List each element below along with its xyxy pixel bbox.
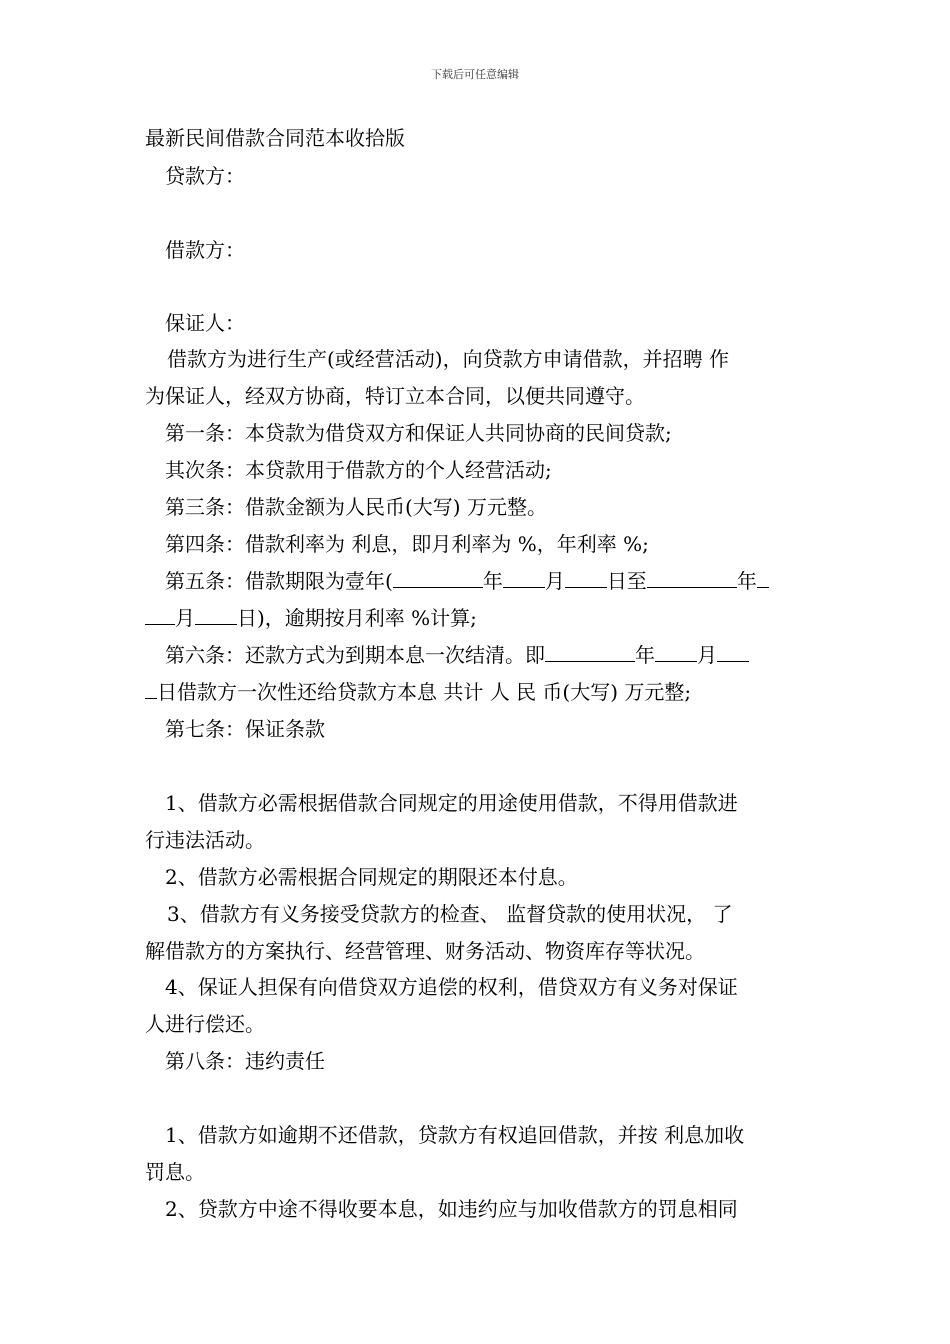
blank-line xyxy=(503,586,545,588)
article-2: 其次条：本贷款用于借款方的个人经营活动; xyxy=(165,458,552,482)
page-header-note: 下载后可任意编辑 xyxy=(431,68,519,81)
blank-line xyxy=(195,623,237,625)
blank-line xyxy=(145,697,157,699)
blank-line xyxy=(565,586,607,588)
guarantee-1-line-1: 1、借款方必需根据借款合同规定的用途使用借款，不得用借款进 xyxy=(165,791,738,815)
guarantee-2: 2、借款方必需根据合同规定的期限还本付息。 xyxy=(165,865,578,889)
borrower-label: 借款方： xyxy=(165,238,245,262)
lender-label: 贷款方： xyxy=(165,164,245,188)
guarantee-3-line-1: 3、借款方有义务接受贷款方的检查、 监督贷款的使用状况， 了 xyxy=(167,902,733,926)
article-5-text-a: 第五条：借款期限为壹年( xyxy=(165,569,393,593)
article-5-day-1: 日至 xyxy=(606,569,647,593)
article-7: 第七条：保证条款 xyxy=(165,717,325,741)
article-5-text-b: 日)，逾期按月利率 %计算; xyxy=(237,606,477,630)
blank-line xyxy=(655,660,697,662)
intro-line-1: 借款方为进行生产(或经营活动)，向贷款方申请借款，并招聘 作 xyxy=(167,347,729,371)
blank-line xyxy=(545,660,635,662)
article-5-month-1: 月 xyxy=(544,569,565,593)
article-5-year-2: 年 xyxy=(736,569,757,593)
guarantor-label: 保证人： xyxy=(165,311,245,335)
article-5-line-2 xyxy=(145,602,477,631)
blank-line xyxy=(647,586,737,588)
blank-line xyxy=(717,660,749,662)
breach-1-line-2: 罚息。 xyxy=(145,1160,205,1184)
article-5-month-2: 月 xyxy=(175,606,195,630)
article-6-line-2 xyxy=(145,676,691,705)
article-5-line-1 xyxy=(165,565,769,594)
article-3: 第三条：借款金额为人民币(大写) 万元整。 xyxy=(165,495,547,519)
article-5-year-1: 年 xyxy=(482,569,503,593)
article-1: 第一条：本贷款为借贷双方和保证人共同协商的民间贷款; xyxy=(165,421,672,445)
guarantee-4-line-2: 人进行偿还。 xyxy=(145,1012,265,1036)
blank-line xyxy=(145,623,175,625)
guarantee-4-line-1: 4、保证人担保有向借贷双方追偿的权利，借贷双方有义务对保证 xyxy=(165,975,738,999)
article-6-line-1 xyxy=(165,639,749,668)
blank-line xyxy=(757,586,769,588)
guarantee-3-line-2: 解借款方的方案执行、经营管理、财务活动、物资库存等状况。 xyxy=(145,939,705,963)
blank-line xyxy=(393,586,483,588)
guarantee-1-line-2: 行违法活动。 xyxy=(145,828,265,852)
article-6-month: 月 xyxy=(697,643,717,667)
article-8: 第八条：违约责任 xyxy=(165,1049,325,1073)
breach-1-line-1: 1、借款方如逾期不还借款，贷款方有权追回借款，并按 利息加收 xyxy=(165,1123,745,1147)
article-4: 第四条：借款利率为 利息，即月利率为 %，年利率 %; xyxy=(165,532,649,556)
article-6-text-b: 日借款方一次性还给贷款方本息 共计 人 民 币(大写) 万元整; xyxy=(157,680,692,704)
document-title: 最新民间借款合同范本收拾版 xyxy=(145,126,405,150)
breach-2-line-1: 2、贷款方中途不得收要本息，如违约应与加收借款方的罚息相同 xyxy=(165,1197,738,1221)
article-6-text-a: 第六条：还款方式为到期本息一次结清。即 xyxy=(165,643,545,667)
article-6-year: 年 xyxy=(635,643,655,667)
intro-line-2: 为保证人，经双方协商，特订立本合同，以便共同遵守。 xyxy=(145,384,645,408)
